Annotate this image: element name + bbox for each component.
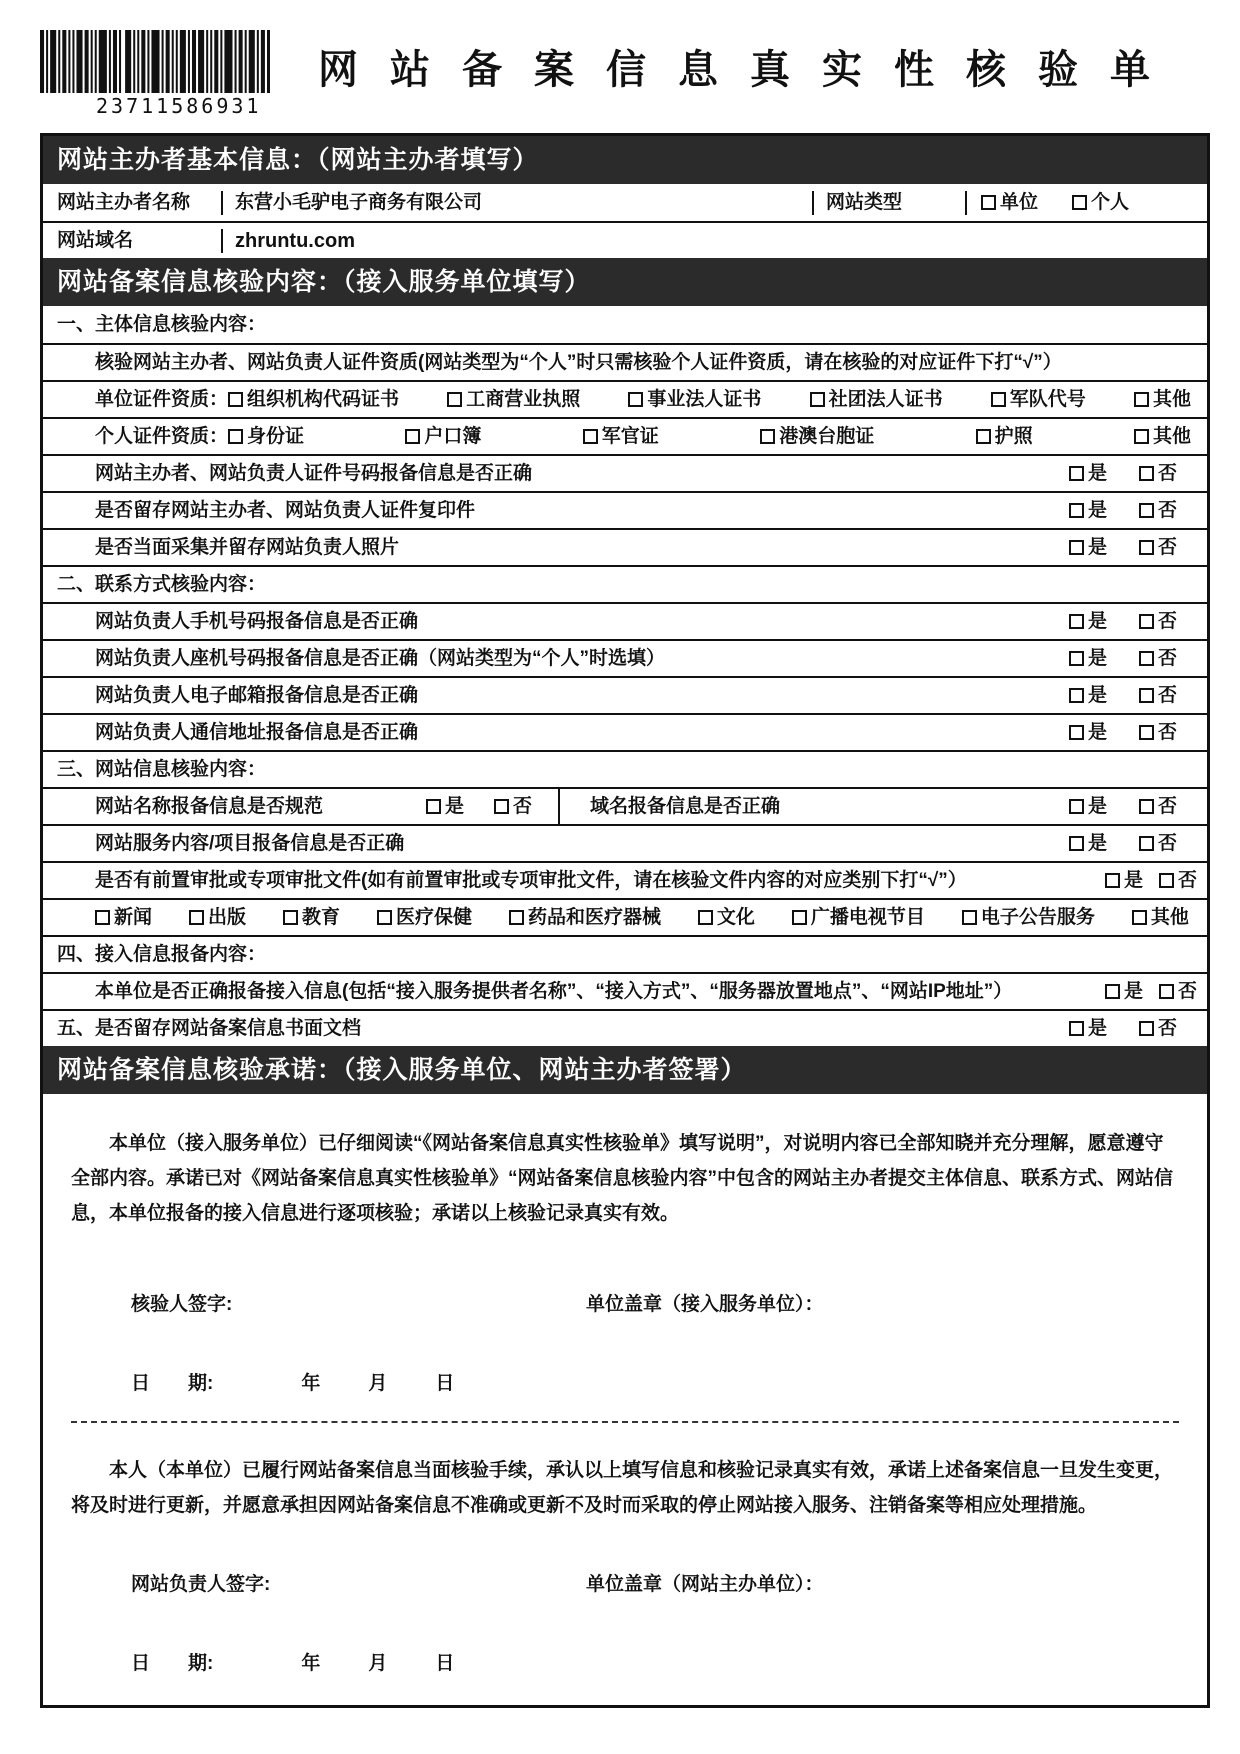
category-option [509,906,661,930]
cert-option [228,425,304,449]
category-label: 文化 [716,906,755,928]
checkbox[interactable] [1069,540,1084,555]
owner-name-value: 东营小毛驴电子商务有限公司 [221,191,812,215]
year-label: 年 [301,1373,321,1394]
site-manager-signature-label: 网站负责人签字: [131,1574,271,1595]
cert-option-label: 事业法人证书 [647,388,762,410]
checkbox[interactable] [1069,836,1084,851]
option-unit [981,191,1038,215]
checkbox[interactable] [1134,392,1149,407]
promise-paragraph-2: 本人（本单位）已履行网站备案信息当面核验手续，承认以上填写信息和核验记录真实有效，承诺上述备案信息一旦发生变更，将及时进行更新，并愿意承担因网站备案信息不准确或更新不及时而采取的停止网站接入服务、注销备案等相应处理措施。 [71,1460,1174,1516]
date-row-2 [71,1648,1179,1675]
cert-option [228,388,399,412]
yes-option [1105,980,1143,1004]
category-option [189,906,246,930]
cert-option-label: 身份证 [247,425,305,447]
cert-option-label: 工商营业执照 [466,388,581,410]
site-name-check [43,789,558,824]
checkbox[interactable] [228,392,243,407]
yes-option [1069,684,1107,708]
category-label: 医疗保健 [395,906,472,928]
part2-title: 二、联系方式核验内容： [43,565,1207,602]
site-type-options [965,191,1207,215]
personal-cert-group [95,425,1207,449]
personal-cert-options [228,425,1207,449]
no-label: 否 [1157,721,1177,743]
no-option [1159,980,1197,1004]
checkbox[interactable] [1139,688,1154,703]
cert-option-label: 其他 [1152,388,1191,410]
checkbox[interactable] [810,392,825,407]
yes-option [1069,795,1107,819]
checkbox[interactable] [1139,651,1154,666]
isp-seal-label: 单位盖章（接入服务单位）： [586,1294,824,1315]
checkbox[interactable] [1139,466,1154,481]
checkbox[interactable] [976,429,991,444]
yes-option [1069,721,1107,745]
verification-form [40,133,1210,1708]
option-unit-label: 单位 [1000,191,1039,213]
checkbox[interactable] [283,910,298,925]
barcode-icon [40,30,270,93]
unit-cert-group [95,388,1207,412]
no-option [1139,795,1177,819]
yes-no-group [426,795,558,819]
checkbox[interactable] [1069,725,1084,740]
cert-option-label: 组织机构代码证书 [247,388,400,410]
cert-option [1134,425,1191,449]
yes-label: 是 [1087,832,1107,854]
cert-option [976,425,1033,449]
signature-row-1 [71,1289,1179,1316]
yes-no-group [1069,721,1207,745]
date-row-1 [71,1368,1179,1395]
checkbox[interactable] [1069,799,1084,814]
no-label: 否 [1177,980,1197,1002]
checkbox[interactable] [1139,503,1154,518]
yes-label: 是 [1087,721,1107,743]
question-row [43,528,1207,565]
category-label: 电子公告服务 [980,906,1095,928]
row-approval-question [43,861,1207,898]
owner-name-label: 网站主办者名称 [57,191,191,213]
yes-option [1069,462,1107,486]
checkbox[interactable] [494,799,509,814]
checkbox[interactable] [1105,984,1120,999]
checkbox[interactable] [1159,873,1174,888]
yes-no-group [1069,647,1207,671]
question-text: 是否留存网站主办者、网站负责人证件复印件 [95,499,476,521]
cert-option [760,425,874,449]
no-option [1139,536,1177,560]
no-option [1139,721,1177,745]
checkbox[interactable] [583,429,598,444]
yes-no-group [1069,1017,1207,1041]
promise-paragraph-1: 本单位（接入服务单位）已仔细阅读“《网站备案信息真实性核验单》填写说明”，对说明内容已全部知晓并充分理解，愿意遵守全部内容。承诺已对《网站备案信息真实性核验单》“网站备案信息核验内容”中包含的网站主办者提交主体信息、联系方式、网站信息，本单位报备的接入信息进行逐项核验；承诺以上核验记录真实有效。 [71,1133,1174,1224]
category-label: 广播电视节目 [810,906,925,928]
category-label: 出版 [207,906,246,928]
yes-no-group [1069,684,1207,708]
checkbox[interactable] [1139,540,1154,555]
no-label: 否 [1157,684,1177,706]
row-domain [43,221,1207,258]
question-row [43,454,1207,491]
yes-label: 是 [1087,462,1107,484]
question-text: 是否有前置审批或专项审批文件(如有前置审批或专项审批文件，请在核验文件内容的对应类别下打“√”） [95,869,967,891]
unit-cert-prefix: 单位证件资质： [95,388,229,410]
question-text: 网站负责人通信地址报备信息是否正确 [95,721,419,743]
cert-option [810,388,943,412]
barcode-block [40,30,280,118]
checkbox[interactable] [377,910,392,925]
no-option [1139,832,1177,856]
page-title: 网站备案信息真实性核验单 [318,48,1182,92]
checkbox[interactable] [1132,910,1147,925]
part3-title: 三、网站信息核验内容： [43,750,1207,787]
checkbox[interactable] [1069,1021,1084,1036]
question-row [43,602,1207,639]
option-personal-label: 个人 [1091,191,1130,213]
month-label: 月 [368,1653,388,1674]
question-text: 网站名称报备信息是否规范 [95,795,324,817]
yes-label: 是 [1087,1017,1107,1039]
checkbox[interactable] [760,429,775,444]
yes-option [1105,869,1143,893]
checkbox[interactable] [1105,873,1120,888]
section-header-promise: 网站备案信息核验承诺：（接入服务单位、网站主办者签署） [43,1046,1207,1094]
cert-option-label: 社团法人证书 [828,388,943,410]
no-option [1139,1017,1177,1041]
question-text: 网站主办者、网站负责人证件号码报备信息是否正确 [95,462,533,484]
domain-label: 网站域名 [57,229,134,251]
personal-cert-prefix: 个人证件资质： [95,425,229,447]
section-header-check-content: 网站备案信息核验内容：（接入服务单位填写） [43,258,1207,306]
owner-seal-label: 单位盖章（网站主办单位）： [586,1574,824,1595]
question-text: 域名报备信息是否正确 [590,795,781,817]
yes-option [1069,610,1107,634]
dashed-divider [71,1421,1179,1423]
checkbox[interactable] [447,392,462,407]
yes-label: 是 [444,795,464,817]
domain-value: zhruntu.com [221,229,1207,253]
cert-option [583,425,659,449]
question-row [43,676,1207,713]
row-name-domain-check [43,787,1207,824]
cert-option [405,425,481,449]
question-text: 五、是否留存网站备案信息书面文档 [57,1017,362,1039]
cert-option-label: 军队代号 [1009,388,1086,410]
question-text: 网站负责人座机号码报备信息是否正确（网站类型为“个人”时选填） [95,647,666,669]
question-text: 本单位是否正确报备接入信息(包括“接入服务提供者名称”、“接入方式”、“服务器放置地点”、“网站IP地址”） [95,980,1013,1002]
checkbox[interactable] [1139,1021,1154,1036]
yes-option [1069,499,1107,523]
yes-option [1069,536,1107,560]
no-option [1139,647,1177,671]
no-label: 否 [1157,832,1177,854]
date-label: 日 期: [131,1373,214,1394]
day-label: 日 [435,1653,455,1674]
checkbox[interactable] [628,392,643,407]
yes-label: 是 [1087,536,1107,558]
cert-option-label: 其他 [1152,425,1191,447]
no-option [1139,684,1177,708]
question-row [43,713,1207,750]
no-label: 否 [1157,647,1177,669]
yes-option [1069,647,1107,671]
yes-label: 是 [1123,869,1143,891]
checkbox[interactable] [1139,836,1154,851]
yes-option [1069,1017,1107,1041]
checkbox[interactable] [95,910,110,925]
no-option [1139,499,1177,523]
checkbox[interactable] [1159,984,1174,999]
category-label: 其他 [1150,906,1189,928]
no-label: 否 [1157,610,1177,632]
site-type-label: 网站类型 [812,191,965,215]
question-text: 网站负责人电子邮箱报备信息是否正确 [95,684,419,706]
yes-no-group [1069,462,1207,486]
yes-no-group [1105,869,1207,893]
row-part5-question [43,1009,1207,1046]
part1-title: 一、主体信息核验内容： [57,313,267,335]
cert-option [628,388,761,412]
checkbox[interactable] [189,910,204,925]
category-option [1132,906,1189,930]
checkbox[interactable] [1139,725,1154,740]
checkbox[interactable] [1134,429,1149,444]
cert-option-label: 护照 [994,425,1033,447]
unit-cert-options [228,388,1207,412]
checkbox[interactable] [792,910,807,925]
no-label: 否 [1177,869,1197,891]
checkbox[interactable] [991,392,1006,407]
yes-no-group [1069,499,1207,523]
yes-no-group [1069,536,1207,560]
cert-option [447,388,580,412]
category-option [377,906,472,930]
category-label: 药品和医疗器械 [527,906,661,928]
checkbox[interactable] [1069,688,1084,703]
checkbox[interactable] [1139,799,1154,814]
checkbox[interactable] [981,195,996,210]
category-option [792,906,925,930]
yes-no-group [1069,832,1207,856]
question-text: 网站负责人手机号码报备信息是否正确 [95,610,419,632]
yes-label: 是 [1087,795,1107,817]
verifier-signature-label: 核验人签字: [131,1294,233,1315]
category-label: 教育 [301,906,340,928]
yes-label: 是 [1087,684,1107,706]
no-label: 否 [1157,462,1177,484]
row-owner-name [43,184,1207,221]
question-text: 是否当面采集并留存网站负责人照片 [95,536,400,558]
question-text: 网站服务内容/项目报备信息是否正确 [95,832,405,854]
row-approval-categories [43,898,1207,935]
row-personal-certificates [43,417,1207,454]
option-personal [1072,191,1129,215]
domain-check [558,789,1207,824]
yes-option [1069,832,1107,856]
day-label: 日 [435,1373,455,1394]
yes-no-group [1069,610,1207,634]
checkbox[interactable] [1069,503,1084,518]
cert-option [1134,388,1191,412]
cert-option-label: 户口簿 [424,425,482,447]
row-access-question [43,972,1207,1009]
checkbox[interactable] [1069,466,1084,481]
part4-title: 四、接入信息报备内容： [43,935,1207,972]
checkbox[interactable] [1069,614,1084,629]
checkbox[interactable] [228,429,243,444]
no-option [1139,462,1177,486]
no-option [1159,869,1197,893]
approval-category-options [43,906,1207,930]
no-label: 否 [1157,1017,1177,1039]
checkbox[interactable] [405,429,420,444]
checkbox[interactable] [962,910,977,925]
category-option [283,906,340,930]
question-row [43,491,1207,528]
yes-label: 是 [1087,610,1107,632]
no-label: 否 [512,795,532,817]
question-row [43,639,1207,676]
month-label: 月 [368,1373,388,1394]
category-label: 新闻 [114,906,153,928]
yes-no-group [1069,795,1207,819]
checkbox[interactable] [698,910,713,925]
yes-label: 是 [1087,647,1107,669]
checkbox[interactable] [1139,614,1154,629]
checkbox[interactable] [1072,195,1087,210]
category-option [962,906,1095,930]
yes-label: 是 [1087,499,1107,521]
part1-note: 核验网站主办者、网站负责人证件资质(网站类型为“个人”时只需核验个人证件资质，请在核验的对应证件下打“√”） [43,343,1207,380]
no-label: 否 [1157,536,1177,558]
yes-option [426,795,464,819]
cert-option [991,388,1086,412]
yes-no-group [1105,980,1207,1004]
no-label: 否 [1157,795,1177,817]
category-option [698,906,755,930]
masthead [40,30,1210,129]
checkbox[interactable] [509,910,524,925]
checkbox[interactable] [426,799,441,814]
row-unit-certificates [43,380,1207,417]
no-option [494,795,532,819]
question-row [43,824,1207,861]
checkbox[interactable] [1069,651,1084,666]
yes-label: 是 [1123,980,1143,1002]
year-label: 年 [301,1653,321,1674]
section-header-owner-info: 网站主办者基本信息：（网站主办者填写） [43,136,1207,184]
cert-option-label: 港澳台胞证 [779,425,875,447]
promise-body [43,1094,1207,1705]
cert-option-label: 军官证 [601,425,659,447]
no-option [1139,610,1177,634]
date-label: 日 期: [131,1653,214,1674]
signature-row-2 [71,1569,1179,1596]
no-label: 否 [1157,499,1177,521]
category-option [95,906,152,930]
barcode-number: 23711586931 [96,94,262,118]
